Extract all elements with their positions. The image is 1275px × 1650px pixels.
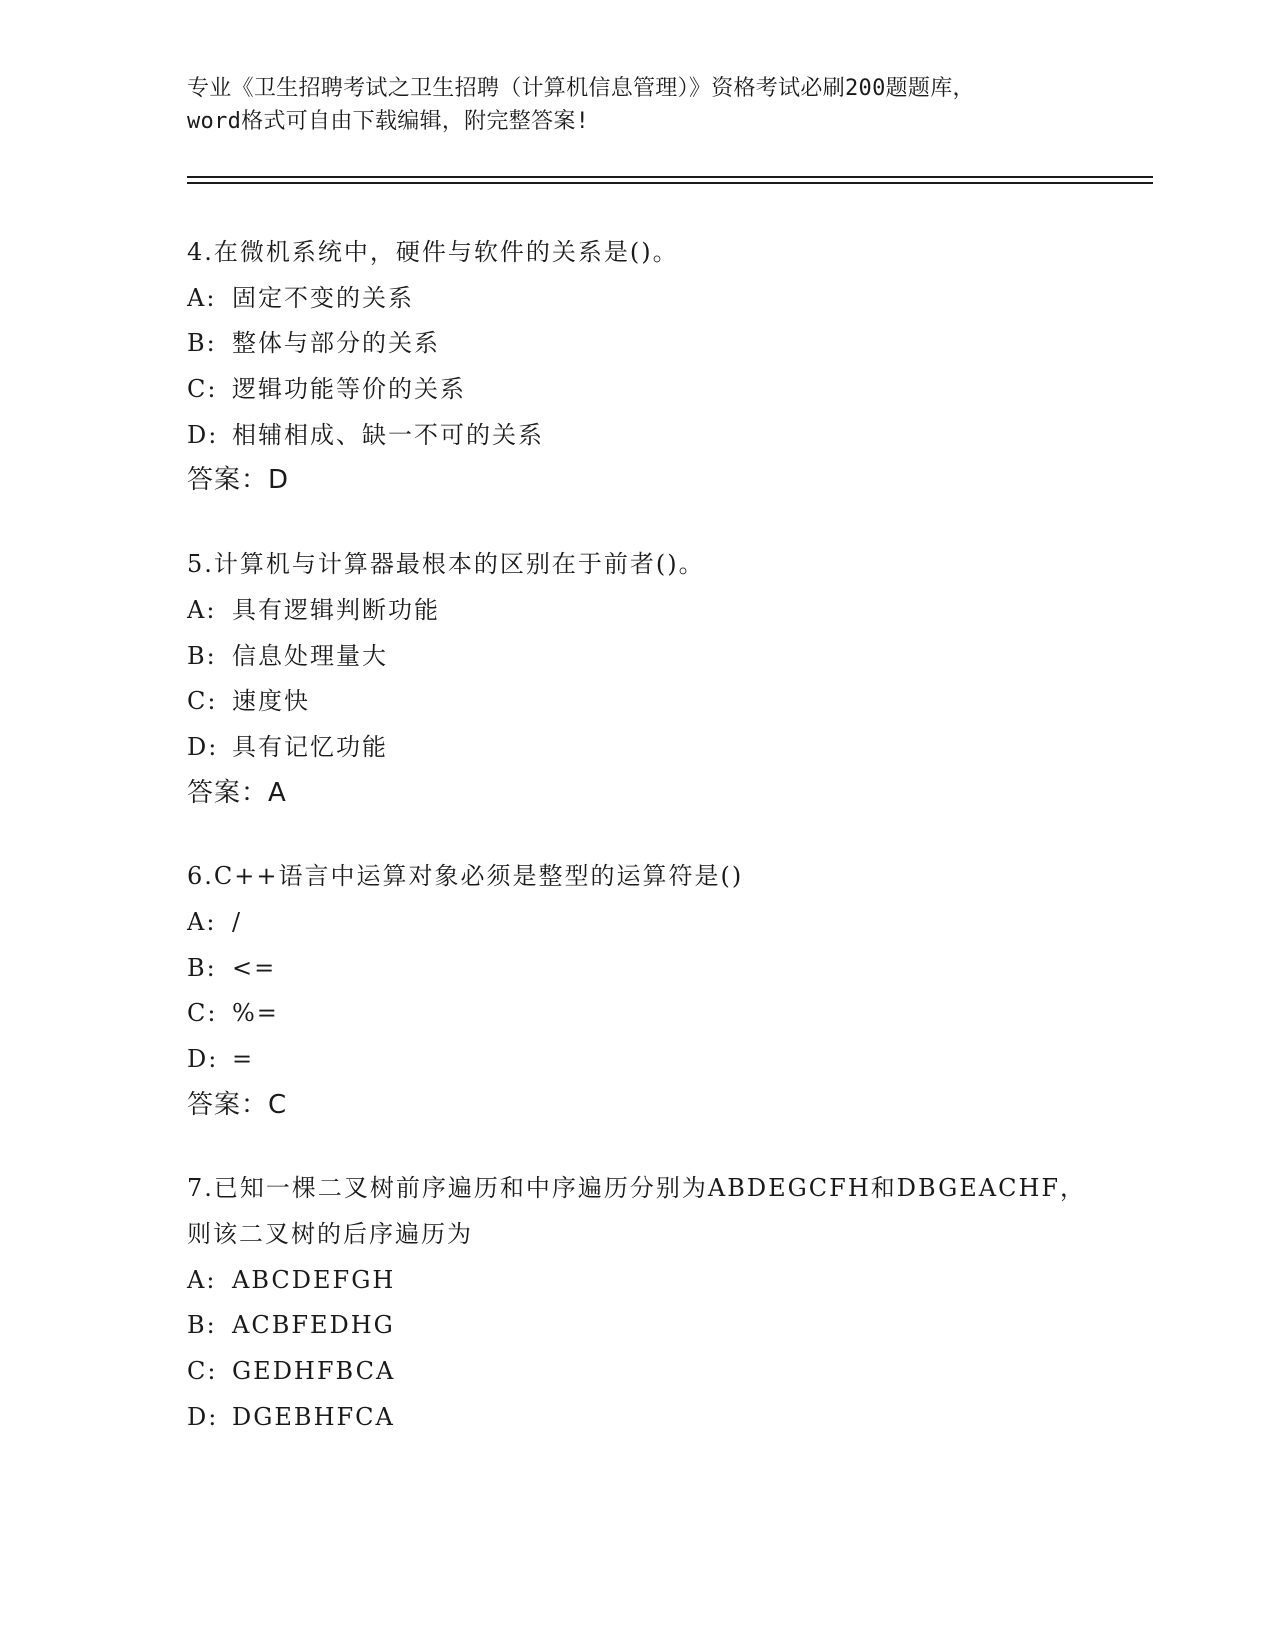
option-d [187,1037,1137,1083]
question-text: C++语言中运算对象必须是整型的运算符是() [213,862,744,891]
option-b [187,1303,1137,1349]
option-letter: B: [187,641,217,670]
option-c [187,367,1137,413]
option-d [187,725,1137,771]
option-text: 速度快 [232,687,310,716]
option-text: 相辅相成、缺一不可的关系 [232,420,544,449]
option-letter: A: [187,1265,217,1294]
question-stem [187,854,1137,900]
question-number: 7. [187,1174,214,1203]
question-7 [187,1166,1137,1440]
answer-line: 答案：D [187,465,290,496]
header-divider-top [187,176,1153,178]
option-text: 具有记忆功能 [232,732,388,761]
option-text: GEDHFBCA [232,1357,396,1386]
option-a [187,1258,1137,1304]
option-letter: C: [187,999,218,1028]
question-number: 4. [187,238,214,266]
question-6 [187,854,1137,1128]
option-text: ABCDEFGH [232,1265,396,1294]
option-text: 整体与部分的关系 [232,329,440,358]
option-a [187,276,1137,322]
header-line-2: word格式可自由下载编辑，附完整答案! [187,109,590,134]
option-letter: D: [187,1045,219,1073]
option-c [187,1349,1137,1395]
option-text: / [232,907,243,936]
option-a [187,900,1137,946]
option-letter: C: [187,687,218,716]
option-text: %= [232,999,279,1028]
question-4 [187,230,1137,504]
option-text: 固定不变的关系 [232,283,414,312]
option-letter: C: [187,375,218,404]
option-text: 信息处理量大 [232,641,388,670]
option-text: DGEBHFCA [232,1402,395,1431]
option-text: ACBFEDHG [232,1311,395,1340]
question-text: 在微机系统中，硬件与软件的关系是()。 [213,238,679,266]
page-header [187,72,1087,138]
option-b [187,634,1137,680]
header-line-1: 专业《卫生招聘考试之卫生招聘（计算机信息管理）》资格考试必刷200题题库， [187,76,975,101]
option-text: 逻辑功能等价的关系 [232,375,466,404]
option-letter: D: [187,732,219,761]
option-letter: B: [187,1311,217,1340]
option-letter: B: [187,329,217,358]
option-letter: A: [187,595,217,624]
question-5 [187,542,1137,816]
question-text: 已知一棵二叉树前序遍历和中序遍历分别为ABDEGCFH和DBGEACHF， [213,1174,1087,1203]
question-number: 6. [187,862,214,891]
option-d [187,413,1137,459]
answer-line: 答案：A [187,777,287,808]
option-letter: A: [187,283,217,312]
option-d [187,1395,1137,1441]
option-text: <= [232,953,277,982]
question-stem [187,542,1137,588]
option-text: = [232,1045,255,1073]
header-divider-bottom [187,182,1153,184]
option-letter: C: [187,1357,218,1386]
option-letter: B: [187,953,217,982]
option-text: 具有逻辑判断功能 [232,595,440,624]
question-text: 计算机与计算器最根本的区别在于前者()。 [213,550,705,579]
option-a [187,588,1137,634]
option-b [187,321,1137,367]
question-list [187,230,1137,1479]
question-stem-continued: 则该二叉树的后序遍历为 [187,1220,473,1249]
option-letter: D: [187,1402,219,1431]
option-letter: D: [187,420,219,449]
question-stem [187,230,1137,276]
answer-line: 答案：C [187,1089,288,1120]
option-c [187,679,1137,725]
question-number: 5. [187,550,214,579]
option-letter: A: [187,907,217,936]
option-b [187,946,1137,992]
option-c [187,991,1137,1037]
question-stem [187,1166,1137,1212]
